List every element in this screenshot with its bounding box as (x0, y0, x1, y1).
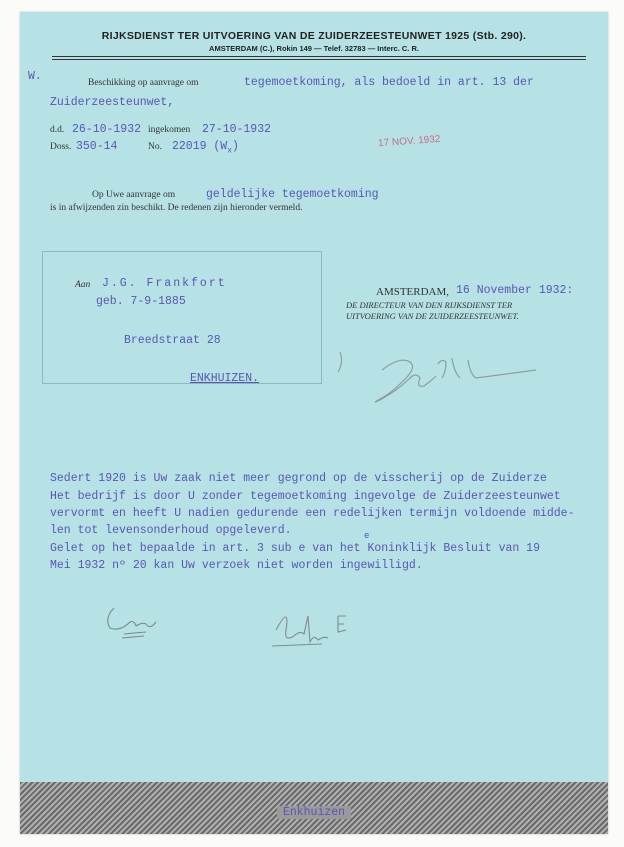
no-subscript: x (227, 146, 233, 156)
decision-law: Zuiderzeesteunwet, (50, 96, 175, 109)
body-line: Sedert 1920 is Uw zaak niet meer gegrond op de visscherij op de Zuiderze (50, 472, 547, 485)
addressee-name: J.G. Frankfort (102, 277, 227, 290)
letterhead-address: AMSTERDAM (C.), Rokin 149 — Telef. 32783 — Interc. C. R. (209, 44, 419, 53)
addressee-city: ENKHUIZEN. (190, 372, 260, 385)
intro-label: Op Uwe aanvrage om (92, 190, 176, 200)
decision-request: tegemoetkoming, als bedoeld in art. 13 der (244, 76, 534, 89)
header-rule (52, 56, 586, 57)
address-box (42, 251, 322, 384)
footer-text: Enkhuizen (277, 806, 351, 819)
margin-mark: W. (28, 70, 42, 83)
doss-label: Doss. (50, 142, 72, 152)
addressee-street: Breedstraat 28 (124, 334, 221, 347)
body-line: vervormt en heeft U nadien gedurende een redelijken termijn voldoende midde- (50, 507, 575, 520)
intro-line2: is in afwijzenden zin beschikt. De redenen zijn hieronder vermeld. (50, 203, 303, 213)
decision-label: Beschikking op aanvrage om (88, 78, 199, 88)
body-line: Het bedrijf is door U zonder tegemoetkoming ingevolge de Zuiderzeesteunwet (50, 490, 561, 503)
signature-title-2: UITVOERING VAN DE ZUIDERZEESTEUNWET. (346, 311, 519, 321)
doss-value: 350-14 (76, 140, 118, 153)
signature-place: AMSTERDAM, (376, 286, 450, 298)
aan-label: Aan (75, 280, 91, 290)
no-value: 22019 $(W_x)$ (172, 140, 239, 156)
signature-date: 16 November 1932: (456, 284, 574, 297)
ingekomen-label: ingekomen (148, 125, 191, 135)
ingekomen-value: 27-10-1932 (202, 123, 272, 136)
dd-label: d.d. (50, 125, 65, 135)
initials-mark-left (100, 600, 180, 650)
body-superscript: e (364, 531, 370, 541)
no-label: No. (148, 142, 162, 152)
header-rule-double (52, 59, 586, 60)
letterhead-title: RIJKSDIENST TER UITVOERING VAN DE ZUIDERZEESTEUNWET 1925 (Stb. 290). (101, 30, 527, 42)
received-stamp: 17 NOV. 1932 (377, 133, 441, 150)
footer-label (20, 802, 608, 820)
letter-page (20, 12, 608, 834)
signature-title-1: DE DIRECTEUR VAN DEN RIJKSDIENST TER (346, 300, 513, 310)
body-line: Mei 1932 nº 20 kan Uw verzoek niet worden ingewilligd. (50, 559, 423, 572)
addressee-born: geb. 7-9-1885 (96, 295, 186, 308)
body-line: Gelet op het bepaalde in art. 3 sub e van het Koninklijk Besluit van 19 (50, 542, 540, 555)
initials-mark-right (266, 602, 356, 652)
intro-subject: geldelijke tegemoetkoming (206, 188, 379, 201)
dd-value: 26-10-1932 (72, 123, 142, 136)
director-signature (320, 330, 560, 410)
body-line: len tot levensonderhoud opgeleverd. (50, 524, 292, 537)
